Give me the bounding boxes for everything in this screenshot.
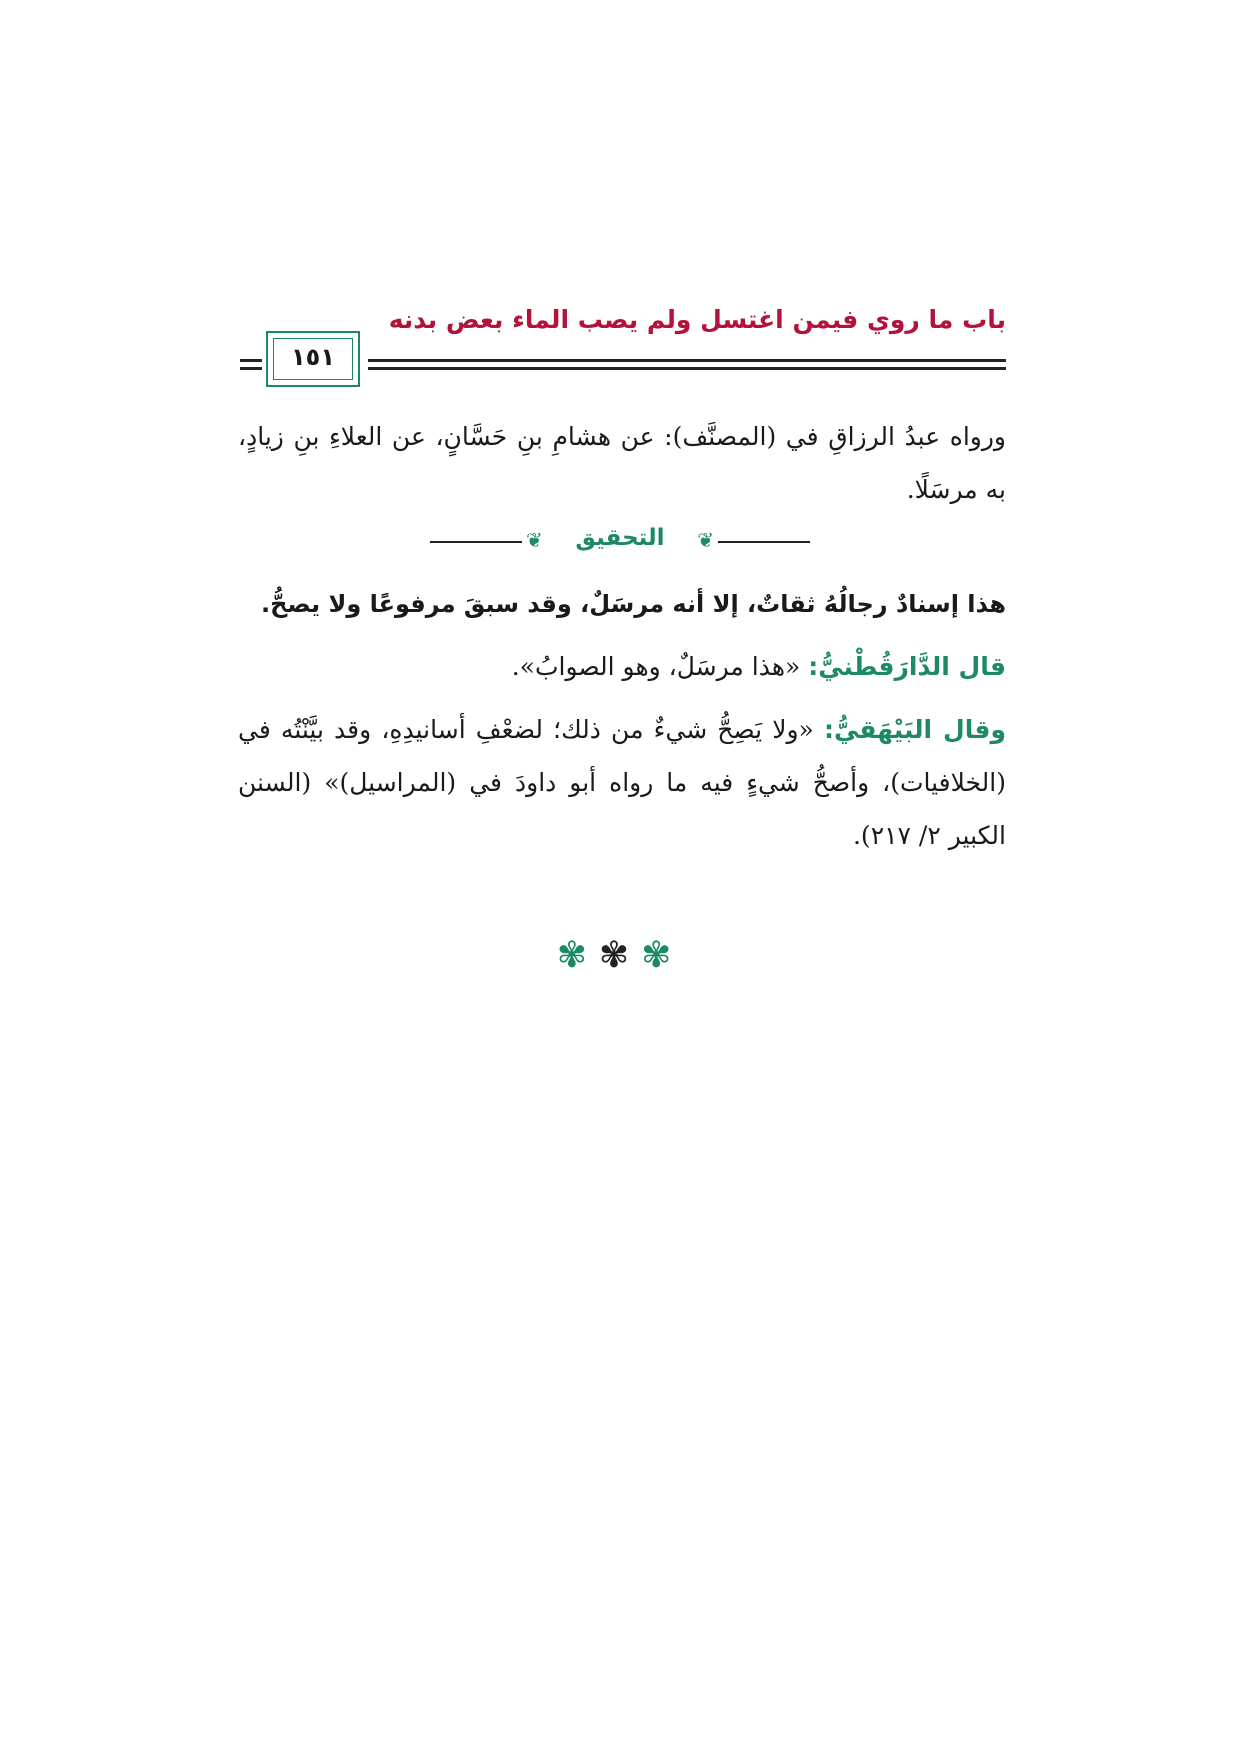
paragraph-bayhaqi bbox=[238, 703, 1006, 862]
quote-text: «ولا يَصِحُّ شيءٌ من ذلك؛ لضعْفِ أسانيدِهِ، وقد بيَّنْتُه في (الخلافيات)، وأصحُّ شيءٍ فيه ما رواه أبو داودَ في (المراسيل)» (السنن الكبير ٢/ ٢١٧). bbox=[238, 715, 1006, 850]
frame-corner-ornament bbox=[266, 375, 278, 387]
divider-ornament-icon: ❦ bbox=[526, 528, 543, 552]
paragraph-daraqutni bbox=[238, 640, 1006, 693]
header-rule-left-top bbox=[240, 359, 262, 362]
section-divider bbox=[430, 525, 810, 559]
page-number-frame bbox=[266, 331, 360, 387]
page-header bbox=[240, 305, 1006, 385]
flower-ornament-icon: ✾ bbox=[556, 935, 599, 976]
section-heading: التحقيق bbox=[575, 525, 665, 551]
speaker-name: قال الدَّارَقُطْنيُّ: bbox=[808, 652, 1006, 681]
chapter-title: باب ما روي فيمن اغتسل ولم يصب الماء بعض بدنه bbox=[388, 305, 1006, 334]
page-number: ١٥١ bbox=[291, 343, 335, 371]
frame-corner-ornament bbox=[266, 331, 278, 343]
header-rule-right-bottom bbox=[368, 367, 1006, 370]
divider-ornament-icon: ❦ bbox=[697, 528, 714, 552]
paragraph-narration: ورواه عبدُ الرزاقِ في (المصنَّف): عن هشامِ بنِ حَسَّانٍ، عن العلاءِ بنِ زيادٍ، به مرسَلًا. bbox=[238, 422, 1006, 504]
quote-text: «هذا مرسَلٌ، وهو الصوابُ». bbox=[511, 652, 809, 681]
frame-corner-ornament bbox=[348, 375, 360, 387]
flower-ornament-icon: ✾ bbox=[598, 935, 642, 976]
header-rule-right-top bbox=[368, 359, 1006, 362]
end-of-section-ornament bbox=[0, 935, 1240, 976]
speaker-name: وقال البَيْهَقيُّ: bbox=[823, 715, 1006, 744]
flower-ornament-icon: ✾ bbox=[641, 935, 684, 976]
header-rule-left-bottom bbox=[240, 367, 262, 370]
paragraph-verdict: هذا إسنادٌ رجالُهُ ثقاتٌ، إلا أنه مرسَلٌ، وقد سبقَ مرفوعًا ولا يصحُّ. bbox=[261, 590, 1006, 618]
frame-corner-ornament bbox=[348, 331, 360, 343]
